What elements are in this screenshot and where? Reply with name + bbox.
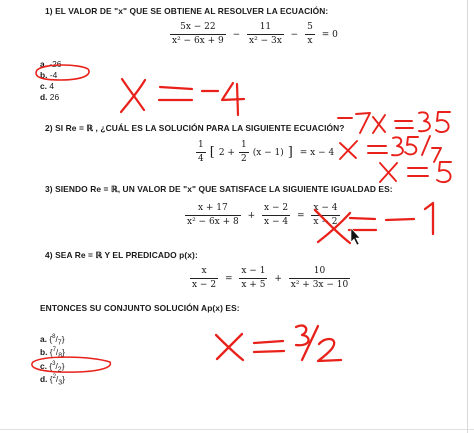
eq4-num3: 10 (289, 266, 350, 279)
handwriting-work2-line1 (338, 112, 450, 133)
q1-option-a-letter: a. (40, 59, 47, 69)
handwriting-answer3 (315, 203, 433, 243)
q1-option-c-value: 4 (49, 81, 54, 91)
question-3-title: 3) SIENDO Re = ℝ, UN VALOR DE "x" QUE SATISFACE LA SIGUIENTE IGUALDAD ES: (45, 184, 393, 194)
q4-option-d[interactable]: d. $\{^2/_3\}$ (40, 374, 65, 387)
eq3-den1: x² − 6x + 8 (187, 217, 239, 227)
eq2-frac2-den: 2 (240, 154, 247, 164)
eq1-num1: 5x − 22 (170, 22, 226, 35)
q4-option-b[interactable]: b. $\{^7/_8\}$ (40, 347, 65, 360)
question-4-title: 4) SEA Re = ℝ Y EL PREDICADO p(x): (45, 250, 198, 260)
q1-option-a-value: -26 (49, 59, 62, 69)
question-3-equation: $\frac{x + 17}{\text{x² − 6x + 8}}$ + $\frac{x - 2}{x - 4}$ = $\frac{x - 4}{x - 2}$ (187, 203, 338, 227)
eq1-num2: 11 (247, 22, 284, 35)
q4-option-c[interactable]: c. $\{^3/_2\}$ (40, 361, 65, 374)
eq4-den2: x + 5 (241, 280, 266, 290)
q4-option-d-num: 2 (52, 374, 56, 381)
q4-option-d-letter: d. (40, 374, 48, 384)
eq2-frac1-num: 1 (196, 140, 206, 153)
question-2-title: 2) SI Re = ℝ , ¿CUÁL ES LA SOLUCIÓN PARA LA SIGUIENTE ECUACIÓN? (45, 123, 345, 133)
eq1-num3: 5 (305, 22, 315, 35)
eq2-inner-b: (x − 1) (252, 147, 284, 158)
q4-option-c-num: 3 (52, 361, 56, 368)
eq3-den3: x − 2 (313, 217, 338, 227)
eq2-frac2-num: 1 (239, 140, 249, 153)
q1-option-c-letter: c. (40, 81, 47, 91)
handwriting-work2-line2 (340, 136, 441, 162)
q4-option-a[interactable]: a. $\{^8/_7\}$ (40, 334, 65, 347)
question-1-equation: $\frac{5x - 22}{\text{x² − 6x + 9}}$ − $\frac{11}{\text{x² − 3x}}$ − $\frac{5}{x}$ = 0 (172, 22, 338, 46)
eq2-inner-a: 2 + (218, 147, 235, 158)
eq1-den3: x (307, 36, 313, 46)
q4-option-a-den: 7 (57, 339, 62, 347)
eq2-frac1-den: 4 (198, 154, 204, 164)
handwriting-answer1 (121, 79, 244, 115)
q4-option-c-letter: c. (40, 361, 47, 371)
question-1-title: 1) EL VALOR DE "x" QUE SE OBTIENE AL RESOLVER LA ECUACIÓN: (45, 6, 329, 16)
q4-option-b-num: 7 (52, 347, 56, 354)
question-2-equation: $\frac{1}{4}$ [ 2 + $\frac{1}{2}$ (x − 1) ] = x − 4 (198, 140, 335, 164)
q1-option-b-value: -4 (49, 70, 58, 80)
q4-option-c-den: 2 (57, 366, 62, 374)
eq3-den2: x − 4 (264, 217, 289, 227)
eq4-den3: x² + 3x − 10 (290, 280, 349, 290)
eq3-num3: x − 4 (311, 203, 339, 216)
q4-option-b-den: 8 (58, 352, 63, 360)
q1-option-b-letter: b. (40, 70, 48, 80)
question-4-equation: $\frac{x}{x - 2}$ = $\frac{x - 1}{x + 5}$ + $\frac{10}{\text{x² + 3x − 10}}$ (192, 266, 349, 290)
q1-answer-circle (36, 65, 89, 80)
eq1-den1: x² − 6x + 9 (172, 36, 224, 46)
q4-option-a-letter: a. (40, 334, 47, 344)
eq4-num1: x (190, 266, 218, 279)
eq1-rhs: = 0 (321, 29, 338, 40)
eq2-rhs: = x − 4 (299, 147, 335, 158)
handwriting-work2-line3 (380, 162, 451, 182)
q4-option-d-den: 3 (58, 379, 63, 387)
eq1-den2: x² − 3x (249, 36, 282, 46)
q4-option-a-num: 8 (52, 334, 56, 341)
q4-option-b-letter: b. (40, 347, 48, 357)
handwriting-answer4 (216, 326, 341, 361)
question-4-subtitle: ENTONCES SU CONJUNTO SOLUCIÓN Ap(x) ES: (40, 303, 240, 313)
eq3-num1: x + 17 (185, 203, 241, 216)
eq4-num2: x − 1 (239, 266, 267, 279)
q4-answer-circle (32, 357, 111, 372)
q1-option-d-letter: d. (40, 92, 48, 102)
q1-option-d-value: 26 (49, 92, 60, 102)
eq4-den1: x − 2 (192, 280, 217, 290)
eq3-num2: x − 2 (262, 203, 290, 216)
